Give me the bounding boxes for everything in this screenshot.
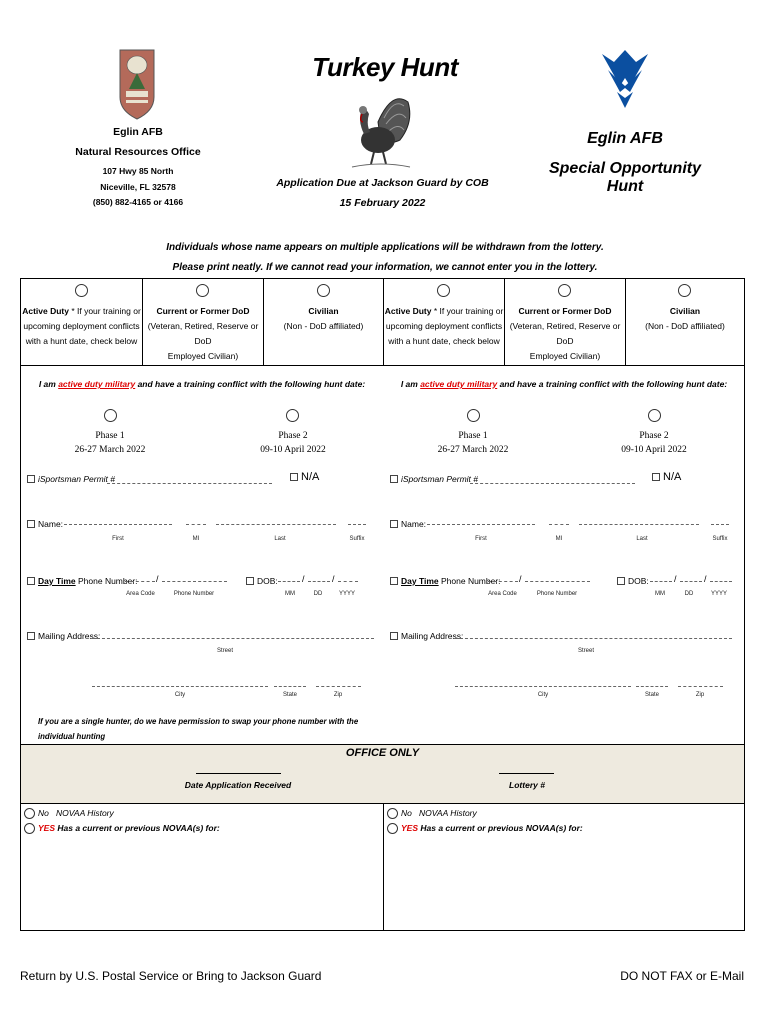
- left-area-code-input[interactable]: [125, 570, 155, 582]
- left-phase2-radio[interactable]: [286, 409, 299, 422]
- left-phase1-name: Phase 1: [95, 431, 125, 441]
- lottery-number-input[interactable]: [499, 762, 554, 774]
- right-civilian-text: Civilian (Non - DoD affiliated): [645, 306, 725, 331]
- date-received-label: Date Application Received: [184, 780, 292, 790]
- right-first-input[interactable]: [427, 513, 535, 525]
- left-dob-dd-input[interactable]: [308, 570, 330, 582]
- right-phone-checkbox[interactable]: [390, 577, 398, 585]
- right-dob-checkbox[interactable]: [617, 577, 625, 585]
- right-conflict-label: I am active duty military and have a training conflict with the following hunt date:: [400, 379, 728, 389]
- left-city-input[interactable]: [92, 675, 268, 687]
- right-city-input[interactable]: [455, 675, 631, 687]
- right-street-input[interactable]: [455, 627, 732, 639]
- left-civilian-radio[interactable]: [317, 284, 330, 297]
- right-state-input[interactable]: [636, 675, 668, 687]
- left-permit-label: iSportsman Permit #: [27, 474, 115, 484]
- footer-no-fax: DO NOT FAX or E-Mail: [620, 969, 744, 983]
- left-dod-text: Current or Former DoD (Veteran, Retired, Reserve or DoD Employed Civilian): [147, 306, 259, 361]
- left-na-checkbox[interactable]: [290, 473, 298, 481]
- left-name-checkbox[interactable]: [27, 520, 35, 528]
- left-first-input[interactable]: [64, 513, 172, 525]
- right-phase1-name: Phase 1: [458, 431, 488, 441]
- left-na-label: N/A: [290, 471, 319, 483]
- right-permit-input[interactable]: [470, 472, 635, 484]
- left-mi-input[interactable]: [186, 513, 206, 525]
- left-dob-yyyy-input[interactable]: [338, 570, 358, 582]
- left-mailing-checkbox[interactable]: [27, 632, 35, 640]
- right-dod-text: Current or Former DoD (Veteran, Retired, Reserve or DoD Employed Civilian): [509, 306, 621, 361]
- left-org-phone: (850) 882-4165 or 4166: [92, 197, 184, 207]
- left-dob-label: DOB:: [246, 576, 278, 586]
- air-force-logo: [600, 48, 650, 110]
- left-phase2-name: Phase 2: [278, 431, 308, 441]
- left-phone-label: Day Time Phone Number:: [27, 576, 138, 586]
- right-dob-yyyy-input[interactable]: [710, 570, 732, 582]
- due-line-1: Application Due at Jackson Guard by COB: [276, 177, 489, 189]
- right-mailing-checkbox[interactable]: [390, 632, 398, 640]
- notice-2: Please print neatly. If we cannot read your information, we cannot enter you in the lottery.: [172, 262, 598, 273]
- left-mailing-label: Mailing Address:: [27, 631, 100, 641]
- left-last-input[interactable]: [216, 513, 336, 525]
- left-active-duty-radio[interactable]: [75, 284, 88, 297]
- right-na-label: N/A: [652, 471, 681, 483]
- left-org-address1: 107 Hwy 85 North: [102, 166, 174, 176]
- right-mailing-label: Mailing Address:: [390, 631, 463, 641]
- page-title: Turkey Hunt: [312, 52, 458, 82]
- right-dob-mm-input[interactable]: [650, 570, 672, 582]
- due-line-2: 15 February 2022: [339, 197, 426, 209]
- right-dob-dd-input[interactable]: [680, 570, 702, 582]
- left-phase1-dates: 26-27 March 2022: [74, 445, 146, 455]
- left-street-input[interactable]: [92, 627, 374, 639]
- right-phone-input[interactable]: [525, 570, 590, 582]
- left-novaa-no-radio[interactable]: [24, 808, 35, 819]
- right-novaa-yes-radio[interactable]: [387, 823, 398, 834]
- left-org-address2: Niceville, FL 32578: [100, 182, 176, 192]
- right-phone-label: Day Time Phone Number:: [390, 576, 501, 586]
- left-name-label: Name:: [27, 519, 63, 529]
- right-last-input[interactable]: [579, 513, 699, 525]
- footer-return-instructions: Return by U.S. Postal Service or Bring to Jackson Guard: [20, 969, 322, 983]
- left-state-input[interactable]: [274, 675, 306, 687]
- right-name-checkbox[interactable]: [390, 520, 398, 528]
- right-zip-input[interactable]: [678, 675, 723, 687]
- left-phone-checkbox[interactable]: [27, 577, 35, 585]
- right-permit-label: iSportsman Permit #: [390, 474, 478, 484]
- right-title-2: Special Opportunity Hunt: [548, 160, 701, 195]
- left-phone-input[interactable]: [162, 570, 227, 582]
- office-only-title: OFFICE ONLY: [345, 747, 420, 759]
- turkey-image: [350, 88, 412, 170]
- right-active-duty-radio[interactable]: [437, 284, 450, 297]
- left-org-office: Natural Resources Office: [75, 146, 201, 158]
- left-dod-radio[interactable]: [196, 284, 209, 297]
- left-conflict-label: I am active duty military and have a training conflict with the following hunt date:: [38, 379, 366, 389]
- left-permit-checkbox[interactable]: [27, 475, 35, 483]
- right-suffix-input[interactable]: [711, 513, 729, 525]
- application-page: Turkey Hunt Eglin AFB Natural Resources Office 107 Hwy 85 North Niceville, FL 32578 (850) 882-4165 or 4166 Application Due at Jackson Guard by COB 15 February 2022 Eglin AFB Special Opportunity Hunt Individuals whose name appears on multiple applications will be withdrawn from the lottery. Please print neatly. If we cannot read your information, we cannot enter you in the lottery. Active Duty * If your training or upcoming deployment conflicts with a hunt date, check below Current or Former DoD (Veteran, Retired, Reserve or DoD Employed Civilian) Civilian (Non - DoD affiliated) Active Duty * If your training or upcoming deployment conflicts with a hunt date, check below Current or Former DoD (Veteran, Retired, Reserve or DoD Employed Civilian) Civilian (Non - DoD affiliated) I am active duty military and have a training conflict with the following hunt date: I am active duty military and have a training conflict with the following hunt date: Phase 1 26-27 March 2022 Phase 2 09-10 April 2022 Phase 1 26-27 March 2022 Phase 2 09-10 April 2022 iSportsman Permit # N/A Name: First MI Last Suffix Day Time Phone Number: / Area Code Phone Number DOB: / / MM DD YYYY Mailing Address: Street City State Zip iSportsman Permit # N/A Name: First MI Last Suffix Day Time Phone Number: / Area Code Phone Number DOB: / / MM DD YYYY Mailing Address: Street City State Zip If you are a single hunter, do we have permission to swap your phone number with the individual hunting OFFICE ONLY Date Application Received Lottery # No NOVAA History YES Has a current or previous NOVAA(s) for: No NOVAA History YES Has a current or previous NOVAA(s) for: Return by U.S. Postal Service or Bring to Jackson Guard DO NOT FAX or E-Mail: [0, 0, 770, 1024]
- right-active-duty-text: Active Duty * If your training or upcoming deployment conflicts with a hunt date, check below: [384, 306, 504, 346]
- right-novaa-no-label: No NOVAA History: [401, 808, 477, 818]
- left-org-name: Eglin AFB: [113, 126, 163, 138]
- right-permit-checkbox[interactable]: [390, 475, 398, 483]
- left-novaa-yes-label: YES Has a current or previous NOVAA(s) for:: [38, 823, 220, 833]
- right-phase1-radio[interactable]: [467, 409, 480, 422]
- right-phase2-radio[interactable]: [648, 409, 661, 422]
- left-novaa-no-label: No NOVAA History: [38, 808, 114, 818]
- right-phase2-name: Phase 2: [639, 431, 669, 441]
- right-phase2-dates: 09-10 April 2022: [621, 445, 687, 455]
- right-novaa-yes-label: YES Has a current or previous NOVAA(s) for:: [401, 823, 583, 833]
- left-dob-mm-input[interactable]: [278, 570, 300, 582]
- left-phase1-radio[interactable]: [104, 409, 117, 422]
- right-phase1-dates: 26-27 March 2022: [437, 445, 509, 455]
- left-phase2-dates: 09-10 April 2022: [260, 445, 326, 455]
- right-title-1: Eglin AFB: [587, 130, 663, 147]
- right-area-code-input[interactable]: [488, 570, 518, 582]
- notice-1: Individuals whose name appears on multiple applications will be withdrawn from the lottery.: [166, 242, 604, 253]
- date-received-input[interactable]: [196, 762, 281, 774]
- left-zip-input[interactable]: [316, 675, 361, 687]
- left-suffix-input[interactable]: [348, 513, 366, 525]
- left-active-duty-text: Active Duty * If your training or upcoming deployment conflicts with a hunt date, check below: [22, 306, 141, 346]
- right-mi-input[interactable]: [549, 513, 569, 525]
- lottery-number-label: Lottery #: [509, 780, 545, 790]
- right-name-label: Name:: [390, 519, 426, 529]
- left-permit-input[interactable]: [107, 472, 272, 484]
- left-dob-checkbox[interactable]: [246, 577, 254, 585]
- right-civilian-radio[interactable]: [678, 284, 691, 297]
- right-dob-label: DOB:: [617, 576, 649, 586]
- right-novaa-no-radio[interactable]: [387, 808, 398, 819]
- natural-resources-seal: [117, 47, 157, 121]
- left-civilian-text: Civilian (Non - DoD affiliated): [283, 306, 364, 331]
- right-na-checkbox[interactable]: [652, 473, 660, 481]
- swap-question: If you are a single hunter, do we have permission to swap your phone number with the individual hunting: [38, 714, 383, 759]
- left-novaa-yes-radio[interactable]: [24, 823, 35, 834]
- right-dod-radio[interactable]: [558, 284, 571, 297]
